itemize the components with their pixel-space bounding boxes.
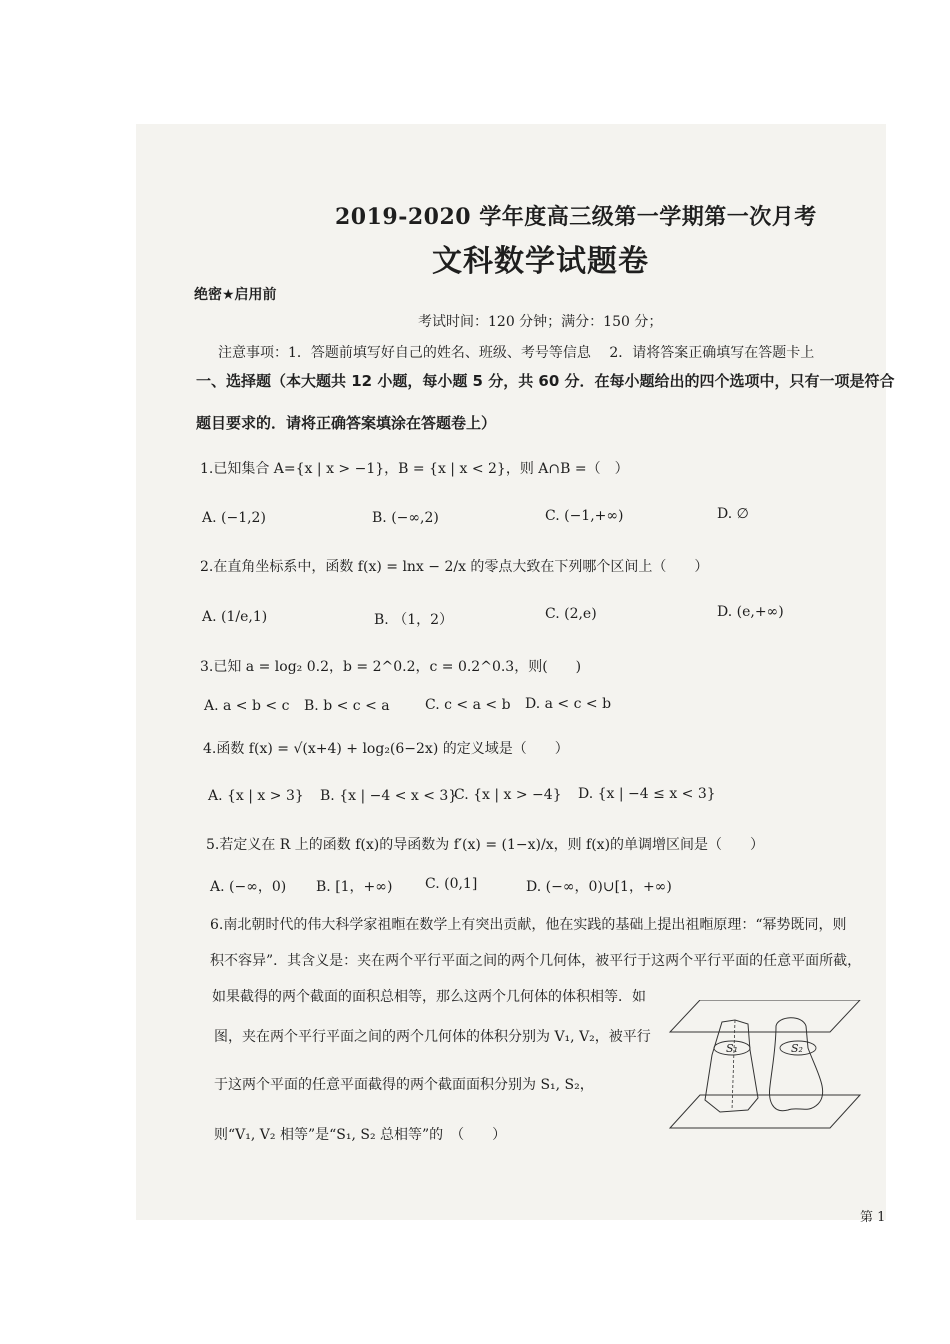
figure-label-s1: S₁ — [726, 1042, 738, 1055]
question-2-stem: 2.在直角坐标系中，函数 f(x) = lnx − 2/x 的零点大致在下列哪个区间上（ ） — [200, 559, 709, 575]
q1-option-a: A. (−1,2) — [202, 510, 266, 526]
exam-title-line2: 文科数学试题卷 — [432, 244, 649, 279]
question-6-line2: 积不容异”．其含义是：夹在两个平行平面之间的两个几何体，被平行于这两个平行平面的任意平面所截， — [210, 953, 862, 969]
question-6-line3: 如果截得的两个截面的面积总相等，那么这两个几何体的体积相等．如 — [212, 989, 646, 1005]
q1-option-d: D. ∅ — [717, 506, 749, 522]
q3-option-b: B. b < c < a — [304, 698, 390, 714]
q4-option-a: A. {x | x > 3} — [208, 788, 304, 804]
secret-label: 绝密★启用前 — [194, 287, 277, 303]
q2-option-b: B. （1，2） — [374, 612, 454, 628]
parallel-planes-figure — [660, 1000, 870, 1140]
notice: 注意事项：1．答题前填写好自己的姓名、班级、考号等信息 2．请将答案正确填写在答题卡上 — [218, 345, 815, 361]
q2-option-a: A. (1/e,1) — [202, 609, 268, 625]
q5-option-a: A. (−∞，0) — [210, 879, 287, 895]
question-4-stem: 4.函数 f(x) = √(x+4) + log₂(6−2x) 的定义域是（ ） — [203, 741, 569, 757]
question-5-stem: 5.若定义在 R 上的函数 f(x)的导函数为 f′(x) = (1−x)/x，则 f(x)的单调增区间是（ ） — [206, 837, 765, 853]
q4-option-b: B. {x | −4 < x < 3} — [320, 788, 458, 804]
q1-option-b: B. (−∞,2) — [372, 510, 439, 526]
q1-option-c: C. (−1,+∞) — [545, 508, 624, 524]
q2-option-d: D. (e,+∞) — [717, 604, 784, 620]
q3-option-c: C. c < a < b — [425, 697, 511, 713]
question-6-line6: 则“V₁, V₂ 相等”是“S₁, S₂ 总相等”的 （ ） — [214, 1127, 507, 1143]
page-number: 第 1 — [860, 1210, 886, 1225]
question-3-stem: 3.已知 a = log₂ 0.2，b = 2^0.2，c = 0.2^0.3，则( ) — [200, 659, 582, 675]
q5-option-b: B. [1，+∞) — [316, 879, 393, 895]
q2-option-c: C. (2,e) — [545, 606, 597, 622]
q4-option-d: D. {x | −4 ≤ x < 3} — [578, 786, 716, 802]
q4-option-c: C. {x | x > −4} — [454, 787, 562, 803]
question-6-line4: 图，夹在两个平行平面之间的两个几何体的体积分别为 V₁, V₂，被平行 — [214, 1029, 651, 1045]
section-heading-line2: 题目要求的．请将正确答案填涂在答题卷上） — [196, 414, 497, 432]
q3-option-a: A. a < b < c — [204, 698, 290, 714]
exam-info: 考试时间：120 分钟；满分：150 分； — [418, 314, 663, 330]
question-6-line1: 6.南北朝时代的伟大科学家祖暅在数学上有突出贡献，他在实践的基础上提出祖暅原理：“幂势既同，则 — [210, 917, 847, 933]
question-6-line5: 于这两个平面的任意平面截得的两个截面面积分别为 S₁, S₂， — [214, 1077, 594, 1093]
section-heading-line1: 一、选择题（本大题共 12 小题，每小题 5 分，共 60 分．在每小题给出的四个选项中，只有一项是符合 — [196, 372, 895, 390]
exam-title-line1: 2019-2020 学年度高三级第一学期第一次月考 — [335, 204, 817, 230]
figure-label-s2: S₂ — [791, 1042, 803, 1055]
q5-option-d: D. (−∞，0)∪[1，+∞) — [526, 879, 672, 895]
q3-option-d: D. a < c < b — [525, 696, 612, 712]
question-1-stem: 1.已知集合 A={x | x > −1}，B = {x | x < 2}，则 A∩B =（ ） — [200, 461, 629, 477]
q5-option-c: C. (0,1] — [425, 876, 478, 892]
